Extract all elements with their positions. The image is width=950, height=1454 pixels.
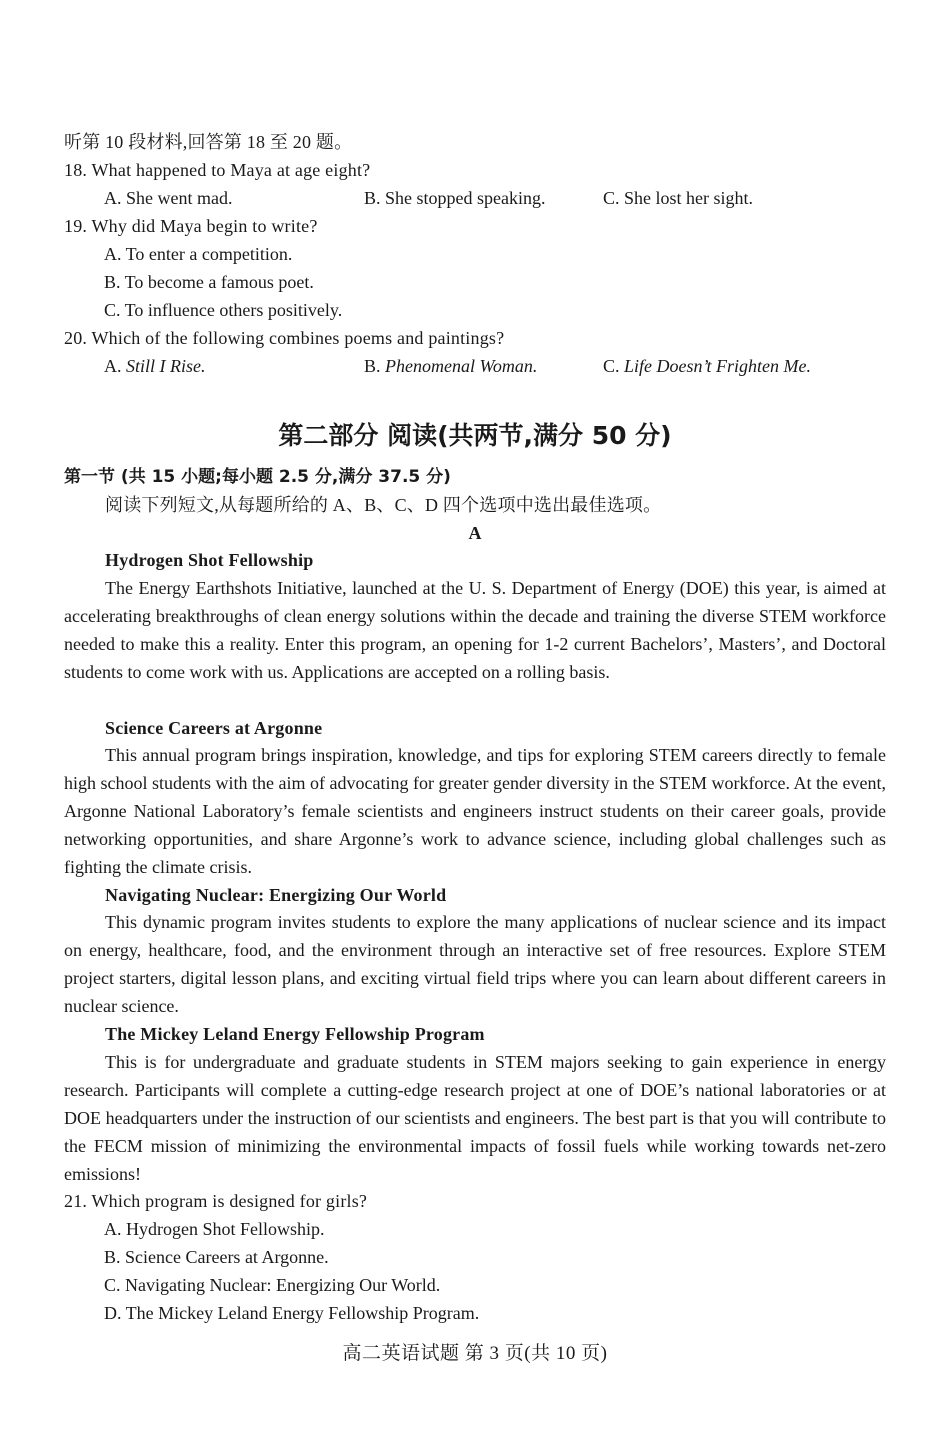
option-18-a: A. She went mad. (104, 188, 233, 208)
program-paragraph-nuclear: This dynamic program invites students to explore the many applications of nuclear science and its impact on energy, healthcare, food, and the environment through an interactive set of free resources. Explore STEM project starters, digital lesson plans, and exciting virtual field trips where you can learn about different careers in nuclear science. (64, 912, 886, 1016)
option-title: Life Doesn’t Frighten Me. (624, 356, 811, 376)
option-21-b: B. Science Careers at Argonne. (104, 1247, 329, 1267)
program-heading-argonne: Science Careers at Argonne (105, 718, 323, 738)
question-number: 18. (64, 160, 88, 180)
question-text: Why did Maya begin to write? (91, 216, 318, 236)
section-title: 第一节 (共 15 小题;每小题 2.5 分,满分 37.5 分) (64, 467, 451, 487)
question-18 (64, 158, 370, 182)
option-letter: C. (603, 356, 620, 376)
question-number: 20. (64, 328, 88, 348)
program-paragraph-hydrogen: The Energy Earthshots Initiative, launched at the U. S. Department of Energy (DOE) this year, is aimed at accelerating breakthroughs of clean energy solutions within the decade and training the diverse STEM workforce needed to make this a reality. Enter this program, an opening for 1-2 current Bachelors’, Masters’, and Doctoral students to come work with us. Applications are accepted on a rolling basis. (64, 578, 886, 682)
question-text: Which program is designed for girls? (91, 1191, 368, 1211)
option-19-c: C. To influence others positively. (104, 300, 343, 320)
option-20-c (603, 354, 811, 378)
question-text: What happened to Maya at age eight? (91, 160, 371, 180)
question-number: 21. (64, 1191, 88, 1211)
program-paragraph-leland: This is for undergraduate and graduate students in STEM majors seeking to gain experience in energy research. Participants will complete a cutting-edge research project at one of DOE’s national laboratories or at DOE headquarters under the instruction of our scientists and engineers. The best part is that you will contribute to the FECM mission of minimizing the environmental impacts of fossil fuels while working towards net-zero emissions! (64, 1052, 886, 1184)
option-21-a: A. Hydrogen Shot Fellowship. (104, 1219, 325, 1239)
option-20-b (364, 354, 537, 378)
option-letter: A. (104, 356, 122, 376)
option-title: Still I Rise. (126, 356, 206, 376)
question-text: Which of the following combines poems and paintings? (91, 328, 505, 348)
question-19 (64, 214, 318, 238)
program-heading-leland: The Mickey Leland Energy Fellowship Program (105, 1024, 485, 1044)
option-18-c: C. She lost her sight. (603, 188, 754, 208)
part-title: 第二部分 阅读(共两节,满分 50 分) (278, 421, 672, 450)
program-heading-hydrogen: Hydrogen Shot Fellowship (105, 550, 314, 570)
question-20 (64, 326, 504, 350)
listening-intro: 听第 10 段材料,回答第 18 至 20 题。 (64, 132, 353, 152)
option-19-b: B. To become a famous poet. (104, 272, 314, 292)
question-number: 19. (64, 216, 88, 236)
option-18-b: B. She stopped speaking. (364, 188, 546, 208)
passage-label: A (468, 523, 482, 543)
option-21-c: C. Navigating Nuclear: Energizing Our World. (104, 1275, 441, 1295)
program-heading-nuclear: Navigating Nuclear: Energizing Our World (105, 885, 447, 905)
program-paragraph-argonne: This annual program brings inspiration, knowledge, and tips for exploring STEM careers directly to female high school students with the aim of advocating for greater gender diversity in the STEM workforce. At the event, Argonne National Laboratory’s female scientists and engineers instruct students on their career goals, provide networking opportunities, and share Argonne’s work to advance science, including global challenges such as fighting the climate crisis. (64, 745, 886, 877)
section-instruction: 阅读下列短文,从每题所给的 A、B、C、D 四个选项中选出最佳选项。 (105, 495, 662, 515)
option-letter: B. (364, 356, 381, 376)
page-footer: 高二英语试题 第 3 页(共 10 页) (342, 1343, 608, 1364)
option-19-a: A. To enter a competition. (104, 244, 293, 264)
option-title: Phenomenal Woman. (385, 356, 538, 376)
question-21 (64, 1189, 367, 1213)
option-21-d: D. The Mickey Leland Energy Fellowship Program. (104, 1303, 480, 1323)
option-20-a (104, 354, 206, 378)
